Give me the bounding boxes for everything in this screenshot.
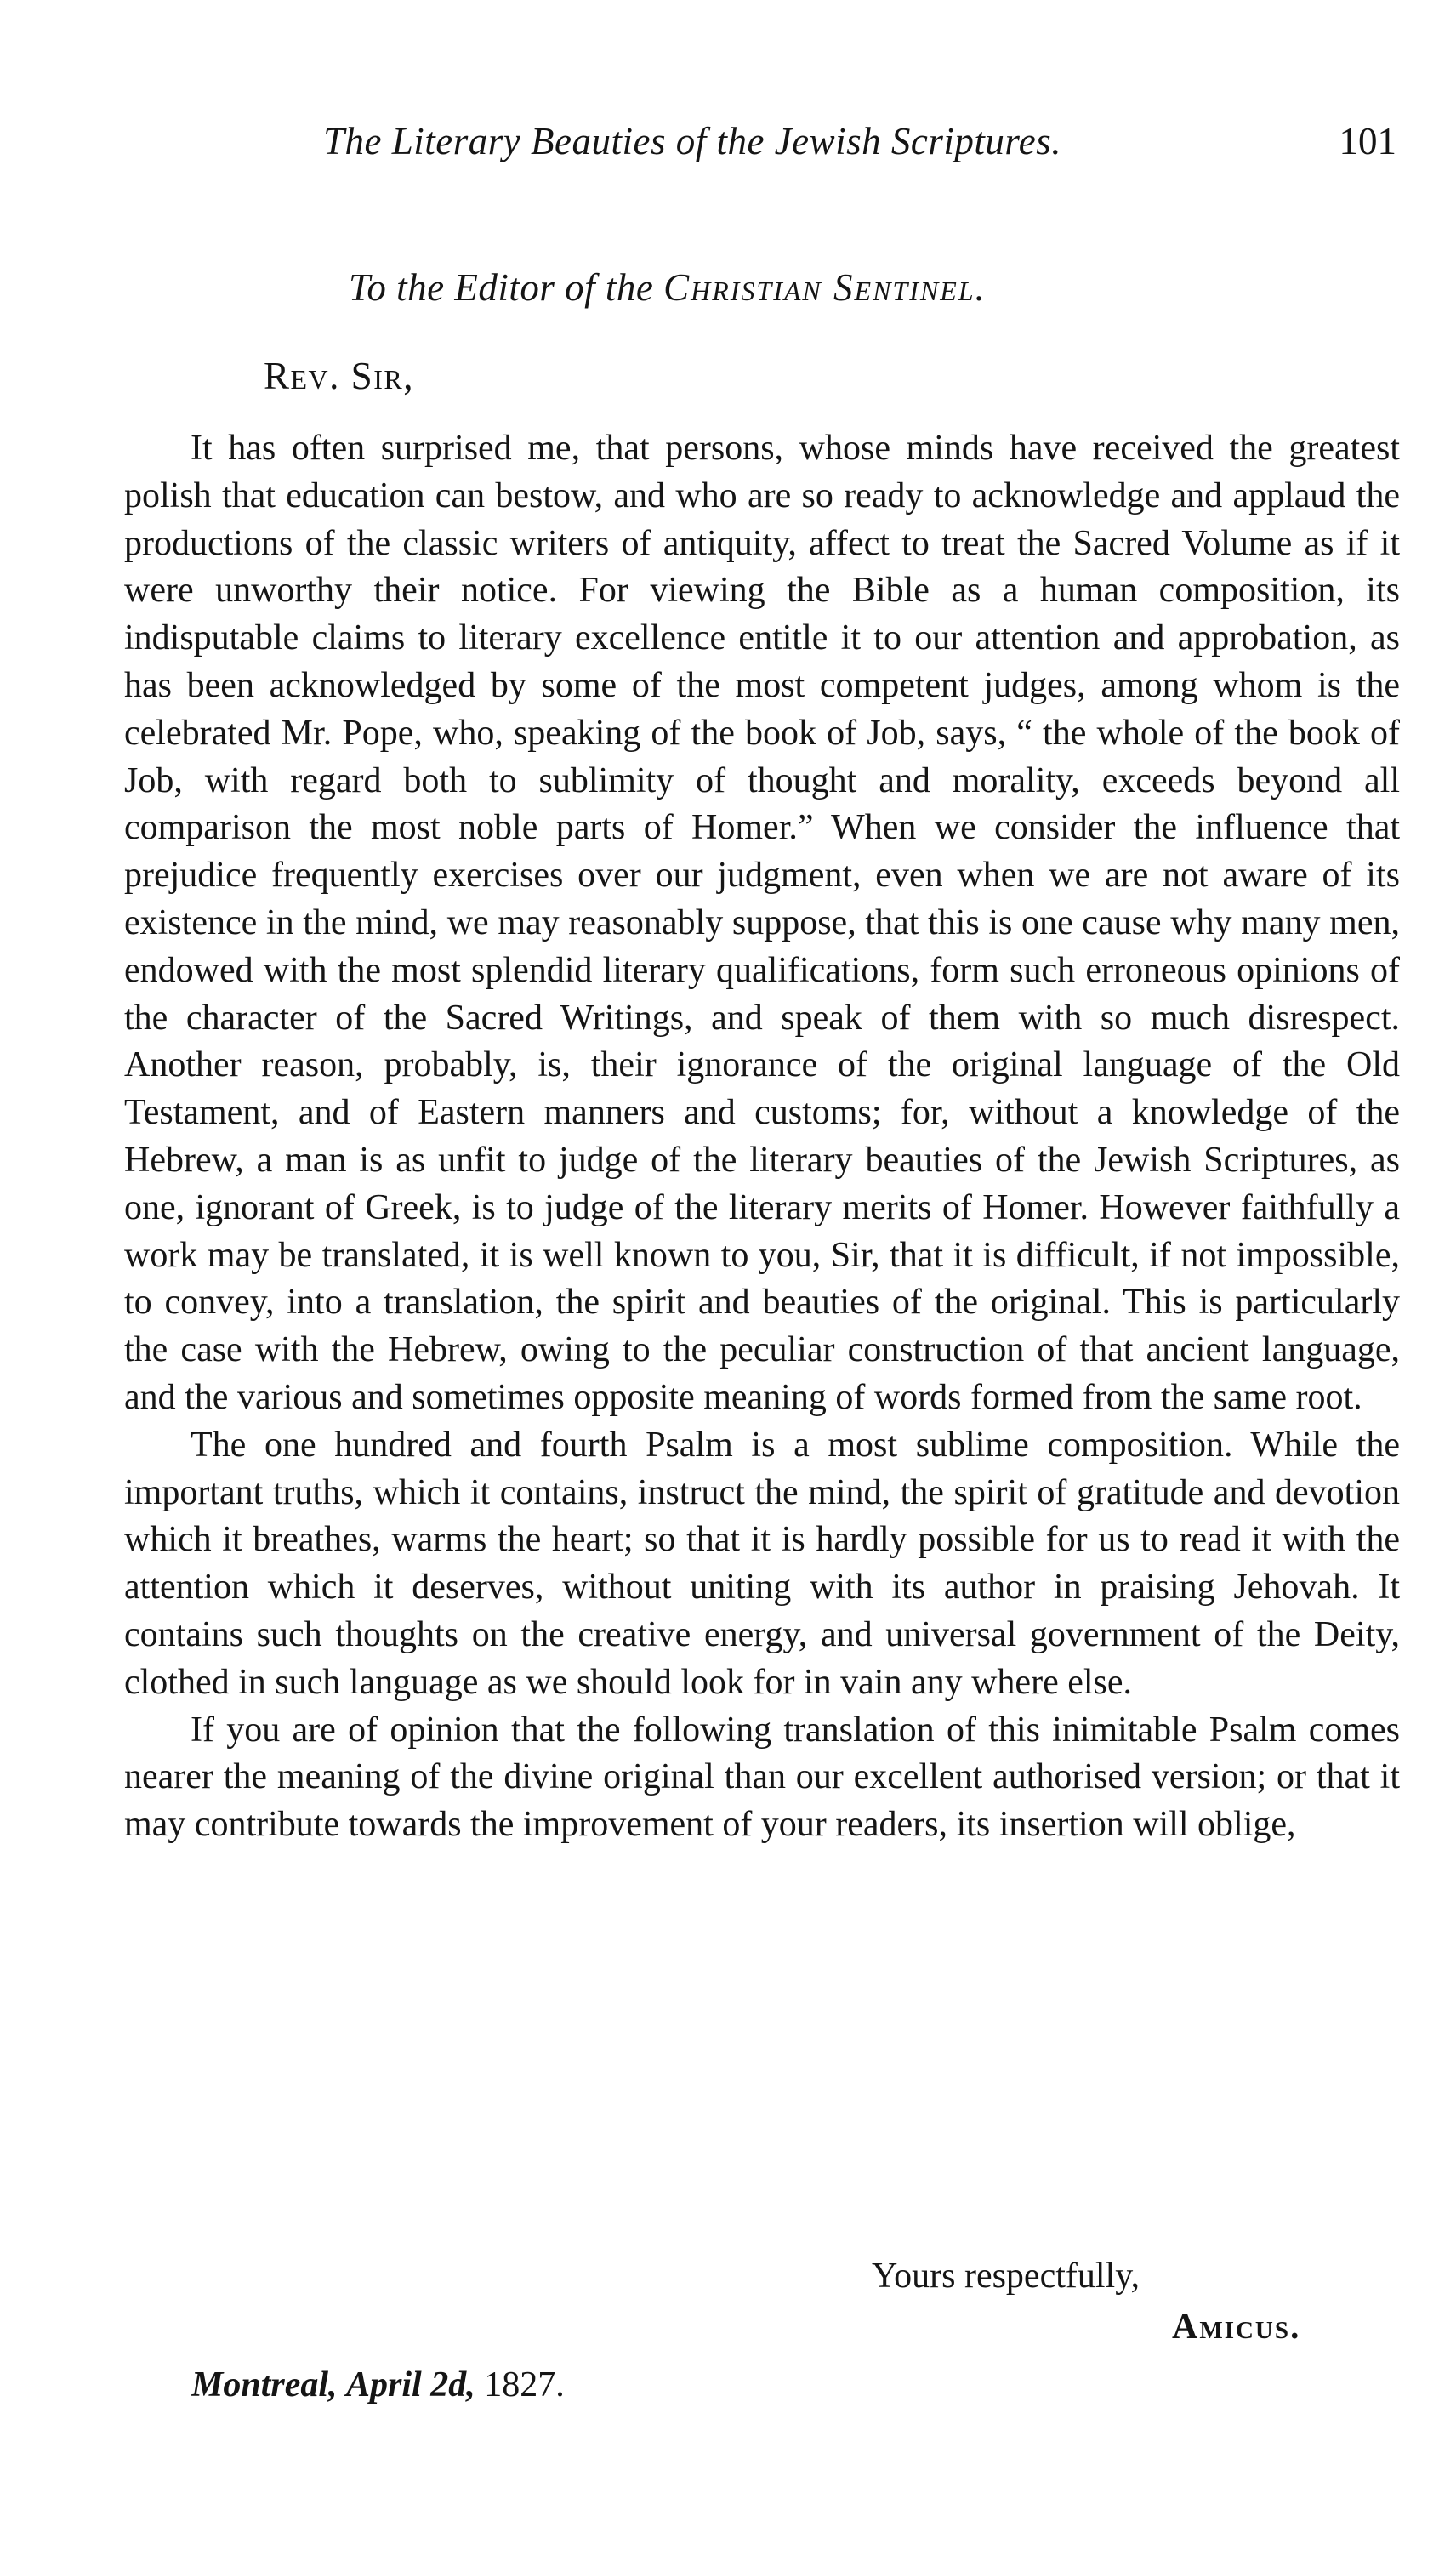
dateline [191,2365,565,2405]
dateline-year: 1827. [484,2365,565,2404]
signature: Amicus. [1172,2308,1301,2347]
closing: Yours respectfully, [872,2257,1140,2296]
dateline-place: Montreal, [191,2365,338,2404]
salutation: Rev. Sir, [264,355,414,397]
letter-body [124,425,1400,1849]
paragraph-2: The one hundred and fourth Psalm is a most sublime composition. While the important truths, which it contains, instruct the mind, the spirit of gratitude and devotion which it breathes, warms the heart; so that it is hardly possible for us to read it with the attention which it deserves, without uniting with its author in praising Jehovah. It contains such thoughts on the creative energy, and universal government of the Deity, clothed in such language as we should look for in vain any where else. [124,1425,1400,1702]
address-prefix: To the Editor of the [349,266,664,309]
running-head [323,119,1396,170]
running-title: The Literary Beauties of the Jewish Scriptures. [323,120,1061,162]
paragraph-3: If you are of opinion that the following translation of this inimitable Psalm comes nearer the meaning of the divine original than our excellent authorised version; or that it may contribute towards the improvement of your readers, its insertion will oblige, [124,1710,1400,1845]
letter-address [349,265,987,310]
paragraph-1: It has often surprised me, that persons, whose minds have received the greatest polish that education can bestow, and who are so ready to acknowledge and applaud the productions of the classic writers of antiquity, affect to treat the Sacred Volume as if it were unworthy their notice. For viewing the Bible as a human composition, its indisputable claims to literary excellence entitle it to our attention and approbation, as has been acknowledged by some of the most competent judges, among whom is the celebrated Mr. Pope, who, speaking of the book of Job, says, “ the whole of the book of Job, with regard both to sublimity of thought and morality, exceeds beyond all comparison the most noble parts of Homer.” When we consider the influence that prejudice frequently exercises over our judgment, even when we are not aware of its existence in the mind, we may reasonably suppose, that this is one cause why many men, endowed with the most splendid literary qualifications, form such erroneous opinions of the character of the Sacred Writings, and speak of them with so much disrespect. Another reason, probably, is, their ignorance of the original language of the Old Testament, and of Eastern manners and customs; for, without a knowledge of the Hebrew, a man is as unfit to judge of the literary beauties of the Jewish Scriptures, as one, ignorant of Greek, is to judge of the literary merits of Homer. However faithfully a work may be translated, it is well known to you, Sir, that it is difficult, if not impossible, to convey, into a translation, the spirit and beauties of the original. This is particularly the case with the Hebrew, owing to the peculiar construction of that ancient language, and the various and sometimes opposite meaning of words formed from the same root. [124,429,1400,1417]
dateline-day: April 2d, [346,2365,475,2404]
page-number: 101 [1339,120,1396,162]
address-publication-name: Christian Sentinel. [663,266,987,309]
